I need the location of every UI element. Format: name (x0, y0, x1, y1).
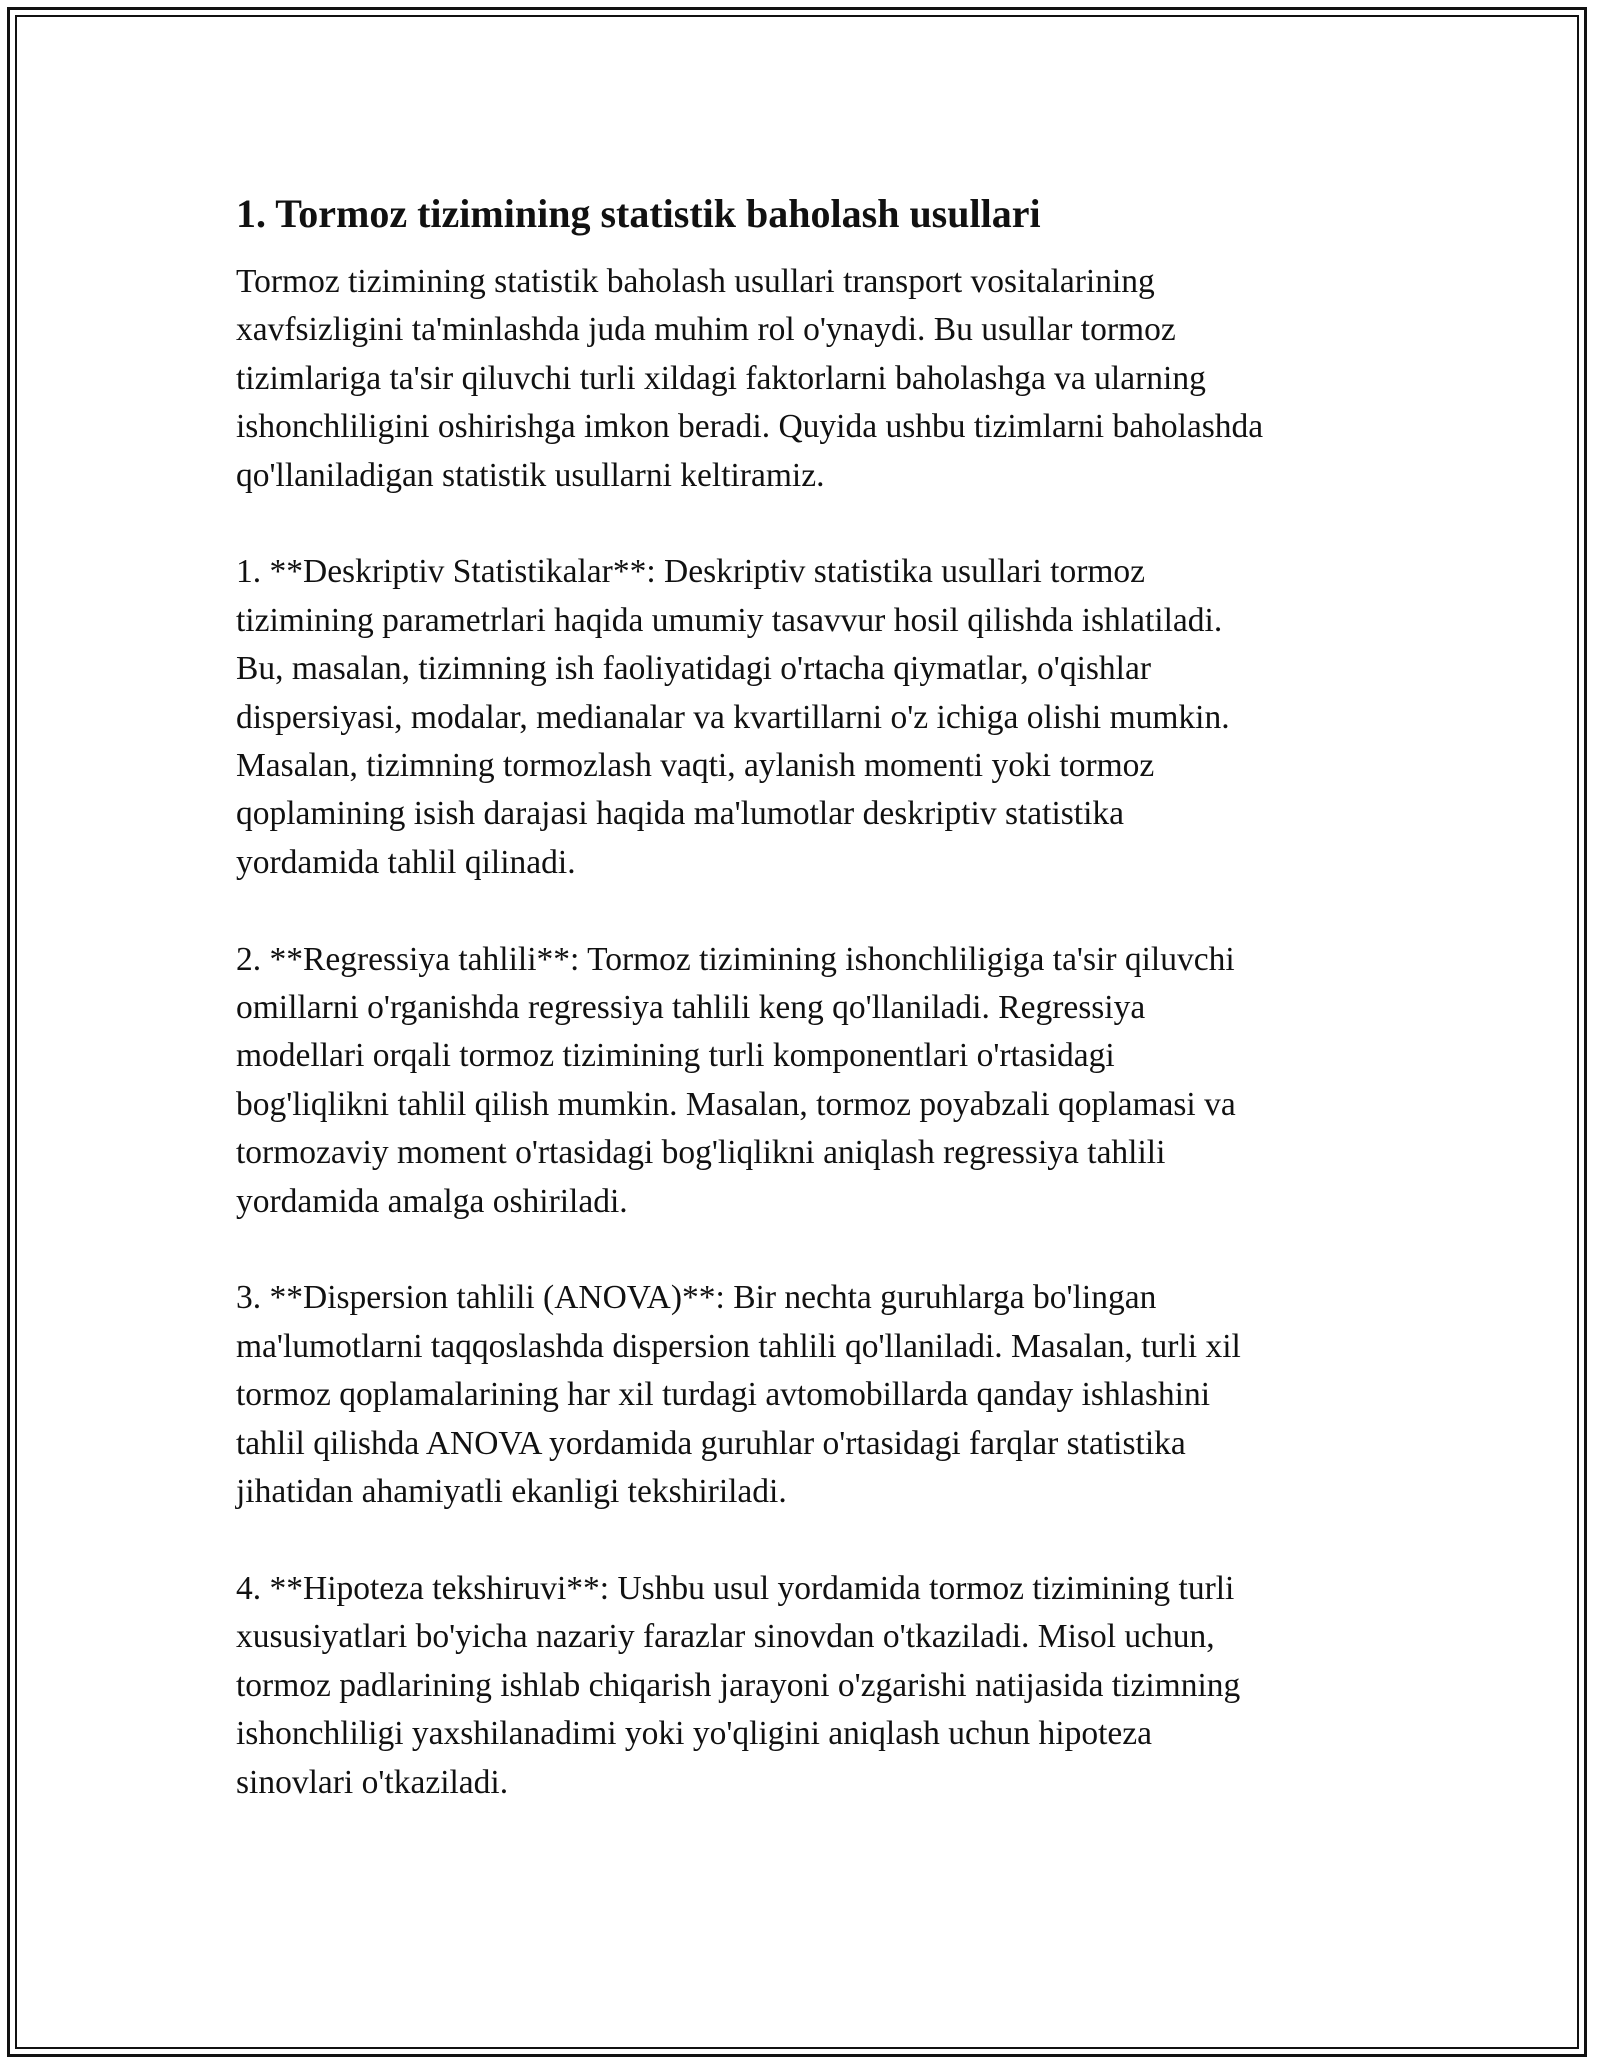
text-line: 3. **Dispersion tahlili (ANOVA)**: Bir nechta guruhlarga bo'lingan (236, 1279, 1157, 1317)
text-line: tormozaviy moment o'rtasidagi bog'liqlikni aniqlash regressiya tahlili (236, 1134, 1166, 1172)
text-line: jihatidan ahamiyatli ekanligi tekshiriladi. (236, 1473, 787, 1511)
text-line: tormoz padlarining ishlab chiqarish jarayoni o'zgarishi natijasida tizimning (236, 1666, 1241, 1704)
text-line: Tormoz tizimining statistik baholash usullari transport vositalarining (236, 263, 1155, 300)
text-line: dispersiyasi, modalar, medianalar va kvartillarni o'z ichiga olishi mumkin. (236, 698, 1230, 736)
text-line: Masalan, tizimning tormozlash vaqti, aylanish momenti yoki tormoz (236, 747, 1155, 785)
text-line: xavfsizligini ta'minlashda juda muhim rol o'ynaydi. Bu usullar tormoz (236, 311, 1176, 349)
section-heading: 1. Tormoz tizimining statistik baholash usullari (236, 191, 1041, 236)
text-line: tizimining parametrlari haqida umumiy tasavvur hosil qilishda ishlatiladi. (236, 601, 1223, 639)
list-item-descriptive-statistics (236, 548, 1386, 887)
text-line: omillarni o'rganishda regressiya tahlili keng qo'llaniladi. Regressiya (236, 989, 1146, 1027)
text-line: ishonchliligi yaxshilanadimi yoki yo'qligini aniqlash uchun hipoteza (236, 1715, 1152, 1753)
text-line: qoplamining isish darajasi haqida ma'lumotlar deskriptiv statistika (236, 795, 1125, 833)
text-line: 1. **Deskriptiv Statistikalar**: Deskriptiv statistika usullari tormoz (236, 553, 1146, 591)
text-line: tormoz qoplamalarining har xil turdagi avtomobillarda qanday ishlashini (236, 1376, 1211, 1414)
text-line: ma'lumotlarni taqqoslashda dispersion tahlili qo'llaniladi. Masalan, turli xil (236, 1327, 1241, 1365)
text-line: 4. **Hipoteza tekshiruvi**: Ushbu usul yordamida tormoz tizimining turli (236, 1569, 1235, 1607)
text-line: Bu, masalan, tizimning ish faoliyatidagi o'rtacha qiymatlar, o'qishlar (236, 650, 1152, 688)
text-line: ishonchliligini oshirishga imkon beradi. Quyida ushbu tizimlarni baholashda (236, 408, 1264, 446)
text-line: qo'llaniladigan statistik usullarni keltiramiz. (236, 456, 825, 494)
text-line: 2. **Regressiya tahlili**: Tormoz tizimining ishonchliligiga ta'sir qiluvchi (236, 940, 1235, 978)
text-line: yordamida tahlil qilinadi. (236, 843, 576, 881)
text-line: sinovlari o'tkaziladi. (236, 1763, 509, 1801)
intro-paragraph (236, 258, 1386, 500)
text-line: bog'liqlikni tahlil qilish mumkin. Masalan, tormoz poyabzali qoplamasi va (236, 1085, 1236, 1123)
text-line: xususiyatlari bo'yicha nazariy farazlar sinovdan o'tkaziladi. Misol uchun, (236, 1618, 1215, 1656)
list-item-hypothesis-testing (236, 1565, 1386, 1807)
text-line: tizimlariga ta'sir qiluvchi turli xildagi faktorlarni baholashga va ularning (236, 359, 1206, 397)
text-line: yordamida amalga oshiriladi. (236, 1182, 628, 1220)
list-item-anova (236, 1274, 1386, 1516)
document-body (236, 188, 1386, 1855)
text-line: tahlil qilishda ANOVA yordamida guruhlar o'rtasidagi farqlar statistika (236, 1424, 1186, 1462)
text-line: modellari orqali tormoz tizimining turli komponentlari o'rtasidagi (236, 1037, 1115, 1075)
list-item-regression-analysis (236, 936, 1386, 1226)
